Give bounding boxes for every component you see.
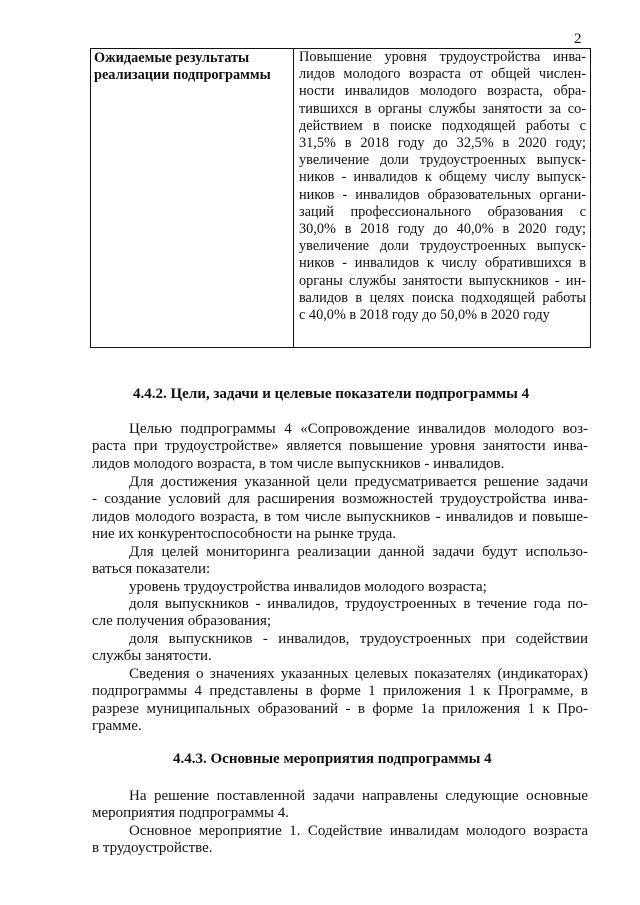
results-line: органы службы занятости выпускников - ин- — [299, 272, 586, 289]
text-line: На решение поставленной задачи направлены следующие основные — [129, 788, 588, 804]
text-line: Основное мероприятие 1. Содействие инвалидам молодого возраста — [129, 823, 588, 839]
text-line: в трудоустройстве. — [92, 840, 213, 857]
text-line: лидов молодого возраста, в том числе выпускников - инвалидов и повыше- — [92, 508, 588, 525]
results-line: валидов в целях поиска подходящей работы — [299, 289, 586, 306]
results-line: действием в поиске подходящей работы с — [299, 117, 586, 134]
results-line: лидов молодого возраста от общей числен- — [299, 66, 586, 83]
section-heading-443: 4.4.3. Основные мероприятия подпрограммы 4 — [173, 751, 492, 767]
results-line: с 40,0% в 2018 году до 50,0% в 2020 году — [299, 307, 550, 324]
text-line: Целью подпрограммы 4 «Сопровождение инвалидов молодого воз- — [129, 421, 588, 437]
section-heading-442: 4.4.2. Цели, задачи и целевые показатели подпрограммы 4 — [133, 386, 530, 402]
text-line: сле получения образования; — [92, 613, 272, 630]
paragraph-monitoring — [92, 544, 588, 579]
results-line: увеличение доли трудоустроенных выпуск- — [299, 152, 586, 169]
expected-results-table — [90, 48, 591, 348]
results-line: увеличение доли трудоустроенных выпуск- — [299, 238, 586, 255]
results-line: 31,5% в 2018 году до 32,5% в 2020 году; — [299, 135, 586, 152]
text-line: ваться показатели: — [92, 561, 211, 578]
indicator-item — [92, 579, 588, 596]
text-line: - создание условий для расширения возможностей трудоустройства инва- — [92, 491, 588, 508]
text-line: грамме. — [92, 717, 142, 734]
text-line: лидов молодого возраста, в том числе выпускников - инвалидов. — [92, 455, 505, 472]
text-line: доля выпускников - инвалидов, трудоустроенных при содействии — [129, 631, 588, 647]
results-line: ников - инвалидов образовательных органи- — [299, 186, 586, 203]
text-line: доля выпускников - инвалидов, трудоустроенных в течение года по- — [129, 596, 588, 612]
indicator-item — [92, 631, 588, 666]
paragraph-task — [92, 474, 588, 543]
results-line: ности инвалидов молодого возраста, обра- — [299, 83, 586, 100]
text-line: разрезе муниципальных образований - в форме 1а приложения 1 к Про- — [92, 700, 588, 717]
results-label-line: реализации подпрограммы — [94, 67, 271, 83]
results-label-line: Ожидаемые результаты — [94, 50, 250, 66]
paragraph-main-measure — [92, 823, 588, 858]
results-line: 30,0% в 2018 году до 40,0% в 2020 году; — [299, 221, 586, 238]
text-line: службы занятости. — [92, 648, 212, 665]
text-line: подпрограммы 4 представлены в форме 1 приложения 1 к Программе, в — [92, 683, 588, 700]
page-number: 2 — [574, 31, 582, 47]
paragraph-measures — [92, 788, 588, 823]
text-line: уровень трудоустройства инвалидов молодого возраста; — [129, 579, 487, 595]
text-line: Для целей мониторинга реализации данной задачи будут использо- — [129, 544, 588, 560]
results-line: ников - инвалидов к числу обратившихся в — [299, 255, 586, 272]
results-line: тившихся в органы службы занятости за со- — [299, 100, 586, 117]
results-line: Повышение уровня трудоустройства инва- — [299, 49, 586, 65]
results-value-cell — [294, 49, 591, 348]
text-line: Для достижения указанной цели предусматривается решение задачи — [129, 474, 588, 490]
paragraph-indicator-info — [92, 666, 588, 735]
paragraph-goal — [92, 421, 588, 473]
results-line: заций профессионального образования с — [299, 203, 586, 220]
results-label-cell — [91, 49, 294, 348]
indicator-item — [92, 596, 588, 631]
results-line: ников - инвалидов к общему числу выпуск- — [299, 169, 586, 186]
text-line: мероприятия подпрограммы 4. — [92, 805, 289, 822]
text-line: Сведения о значениях указанных целевых показателях (индикаторах) — [129, 666, 588, 682]
text-line: раста при трудоустройстве» является повышение уровня занятости инва- — [92, 438, 588, 455]
text-line: ние их конкурентоспособности на рынке труда. — [92, 525, 397, 542]
